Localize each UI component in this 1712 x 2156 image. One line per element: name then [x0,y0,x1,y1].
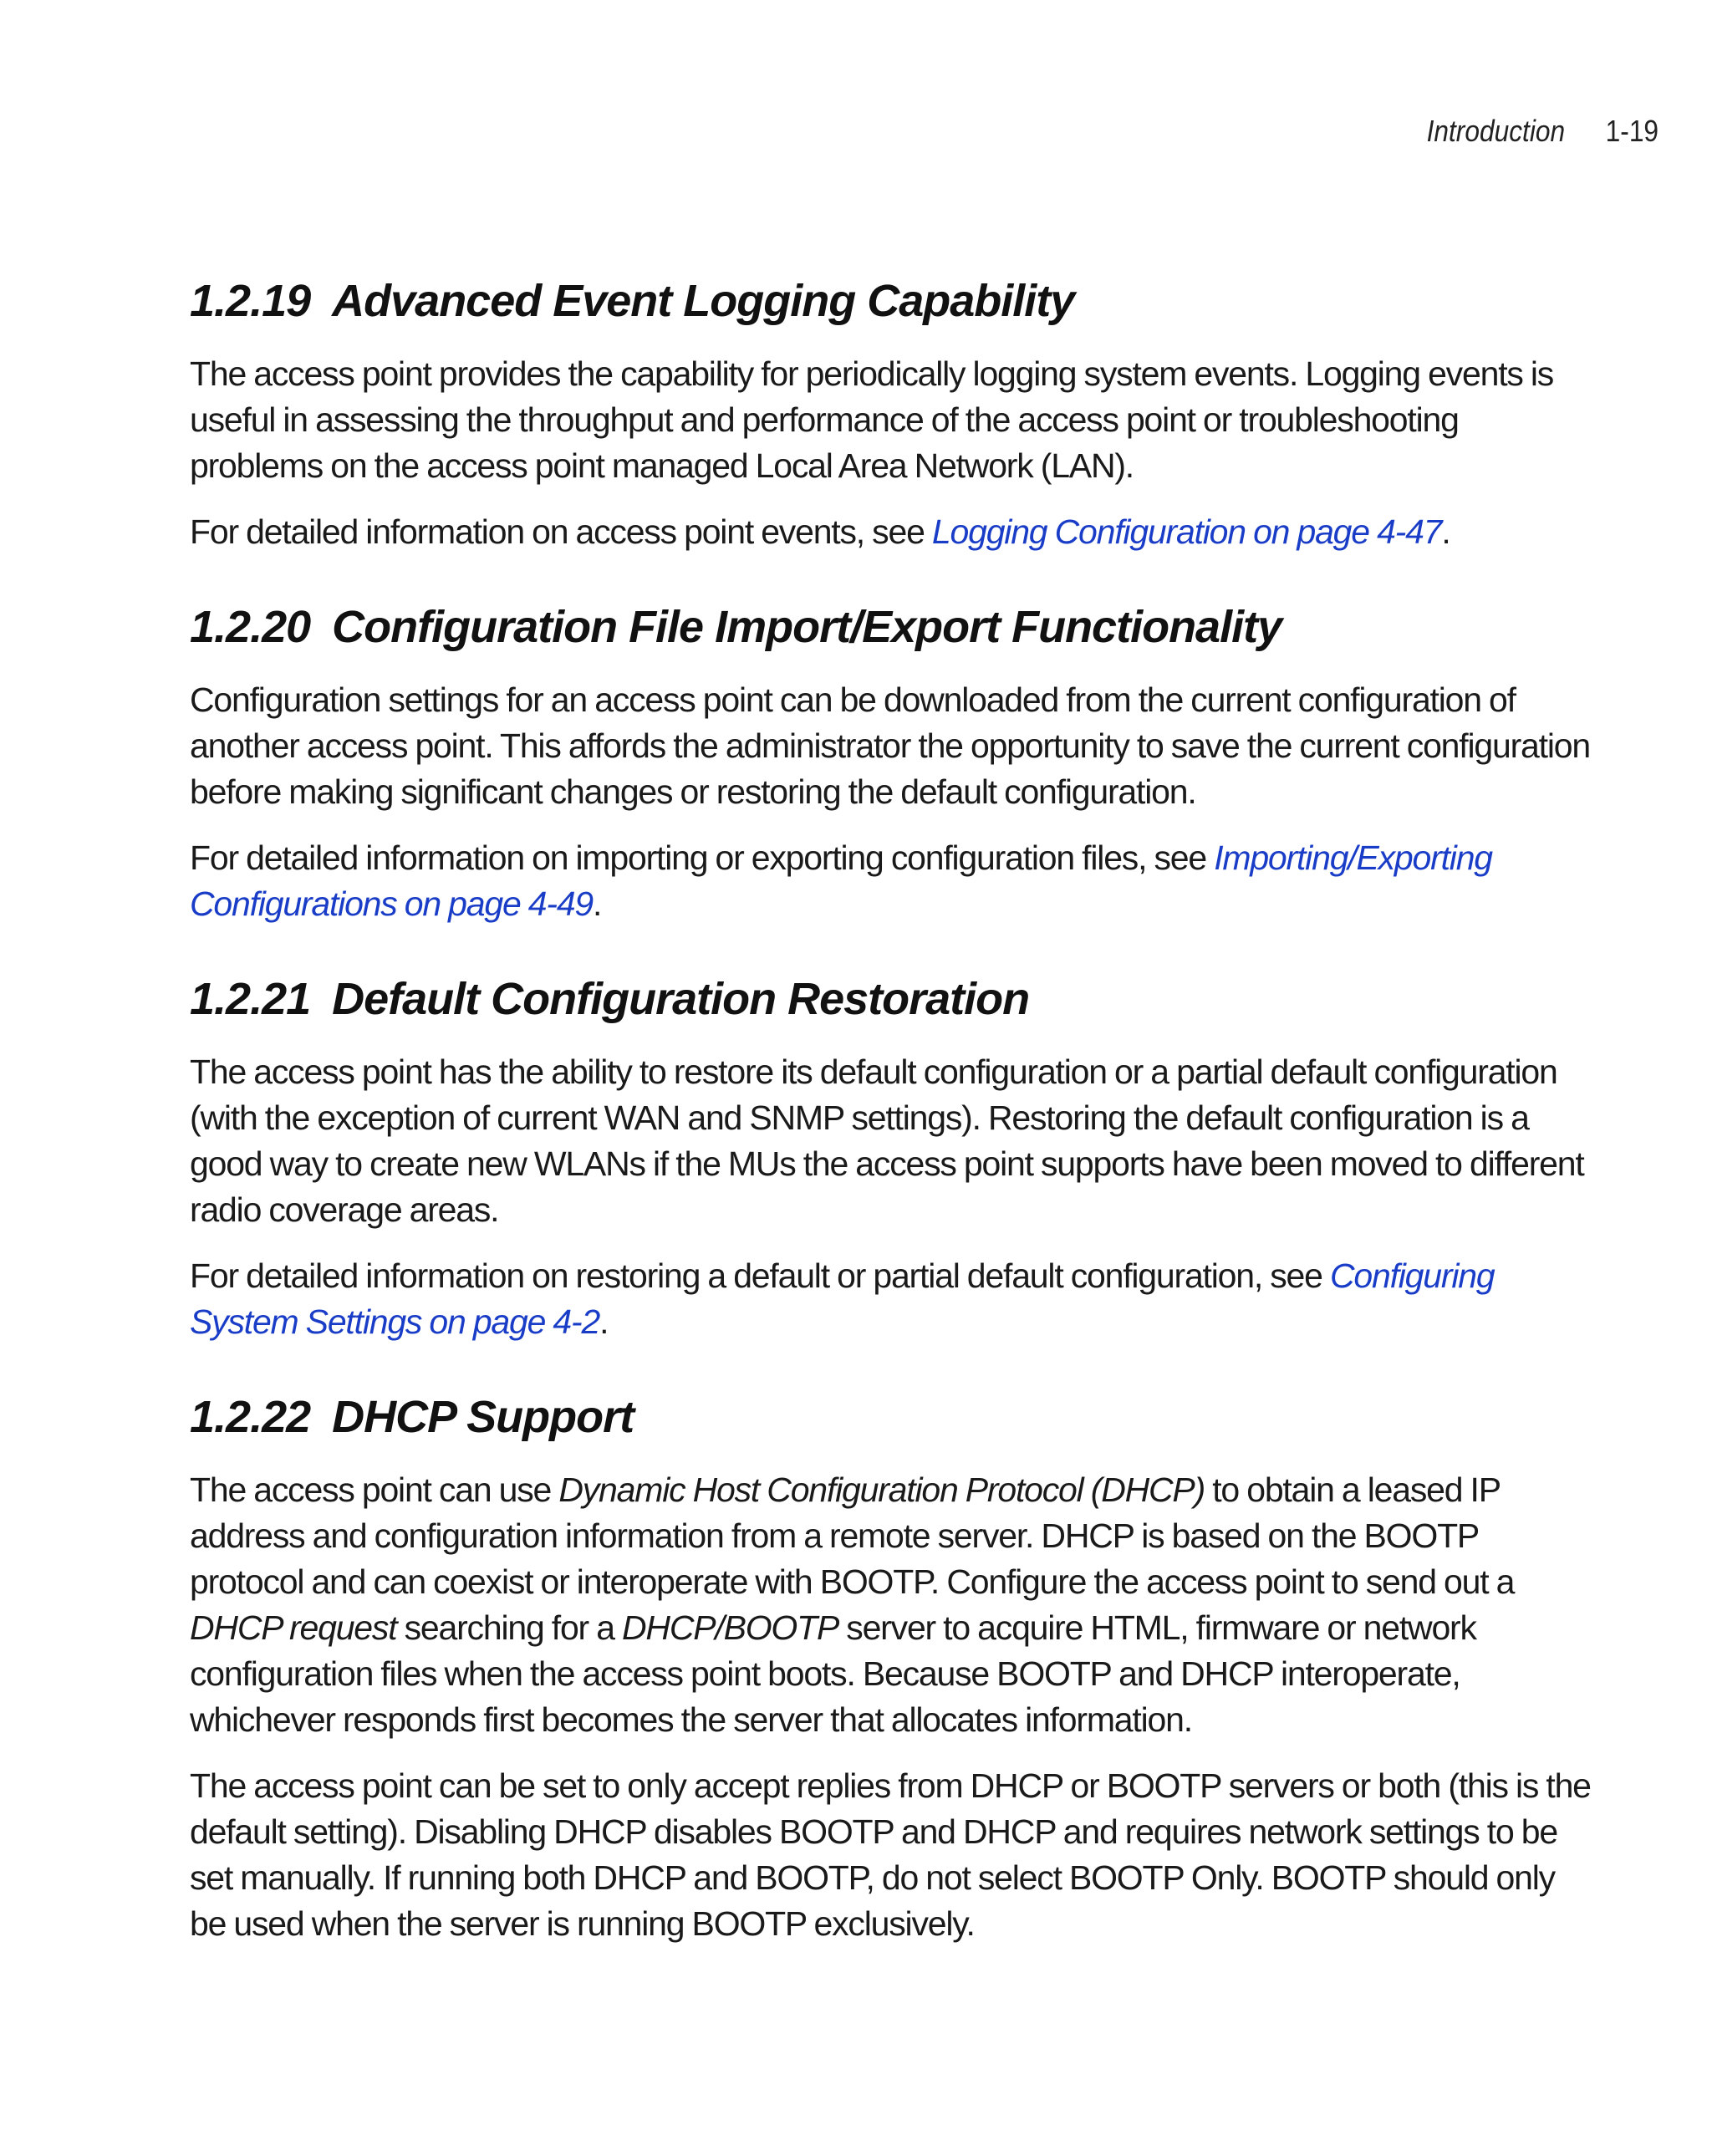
section-default-config-restoration [190,966,1594,1345]
cross-reference-link[interactable]: Importing/Exporting Configurations on page 4-49 [190,838,1492,923]
paragraph [190,1467,1594,1743]
reference-text-end: . [599,1302,609,1341]
section-number: 1.2.20 [190,602,311,652]
section-number: 1.2.21 [190,974,311,1024]
section-heading [190,594,1594,660]
paragraph: The access point can be set to only accept replies from DHCP or BOOTP servers or both (this is the default setting). Disabling DHCP disables BOOTP and DHCP and requires network settings to be set manually. If running both DHCP and BOOTP, do not select BOOTP Only. BOOTP should only be used when the server is running BOOTP exclusively. [190,1766,1591,1943]
section-number: 1.2.19 [190,276,311,326]
reference-text: For detailed information on access point events, see [190,512,932,551]
section-config-file-import-export [190,594,1594,927]
paragraph: The access point provides the capability for periodically logging system events. Logging events is useful in assessing the throughput and performance of the access point or troubleshooting problems on the access point managed Local Area Network (LAN). [190,354,1554,485]
reference-text-end: . [1441,512,1450,551]
section-dhcp-support [190,1384,1594,1947]
section-title: Configuration File Import/Export Functionality [332,602,1282,652]
section-heading [190,268,1594,334]
cross-reference-link[interactable]: Configuring System Settings on page 4-2 [190,1256,1495,1341]
text-run: server to acquire HTML, firmware or network configuration files when the access point boots. Because BOOTP and DHCP interoperate, whichever responds first becomes the server that allocates information. [190,1608,1476,1739]
section-title: Default Configuration Restoration [332,974,1030,1024]
running-header-section-name: Introduction [1426,114,1565,148]
section-title: DHCP Support [332,1392,634,1442]
running-header [1408,114,1658,149]
reference-text-end: . [593,884,602,923]
text-run: searching for a [396,1608,622,1647]
emphasis-term: DHCP request [190,1608,397,1647]
emphasis-term: DHCP/BOOTP [622,1608,839,1647]
paragraph-reference [190,835,1594,927]
emphasis-term: Dynamic Host Configuration Protocol (DHCP) [558,1470,1205,1509]
section-title: Advanced Event Logging Capability [332,276,1075,326]
section-advanced-event-logging [190,268,1594,555]
page-number: 1-19 [1605,114,1658,148]
section-number: 1.2.22 [190,1392,311,1442]
paragraph: The access point has the ability to restore its default configuration or a partial default configuration (with the exception of current WAN and SNMP settings). Restoring the default configuration is a good way to create new WLANs if the MUs the access point supports have been moved to different radio coverage areas. [190,1053,1584,1229]
paragraph-reference [190,509,1594,555]
page-content [190,268,1594,1967]
paragraph-reference [190,1253,1594,1345]
reference-text: For detailed information on restoring a default or partial default configuration, see [190,1256,1330,1295]
section-heading [190,1384,1594,1450]
text-run: The access point can use [190,1470,559,1509]
text-run: to obtain a leased IP address and configuration information from a remote server. DHCP is based on the BOOTP protocol and can coexist or interoperate with BOOTP. Configure the access point to send out a [190,1470,1515,1601]
reference-text: For detailed information on importing or exporting configuration files, see [190,838,1215,877]
cross-reference-link[interactable]: Logging Configuration on page 4-47 [931,512,1442,551]
paragraph: Configuration settings for an access point can be downloaded from the current configuration of another access point. This affords the administrator the opportunity to save the current configuration before making significant changes or restoring the default configuration. [190,680,1590,811]
section-heading [190,966,1594,1032]
